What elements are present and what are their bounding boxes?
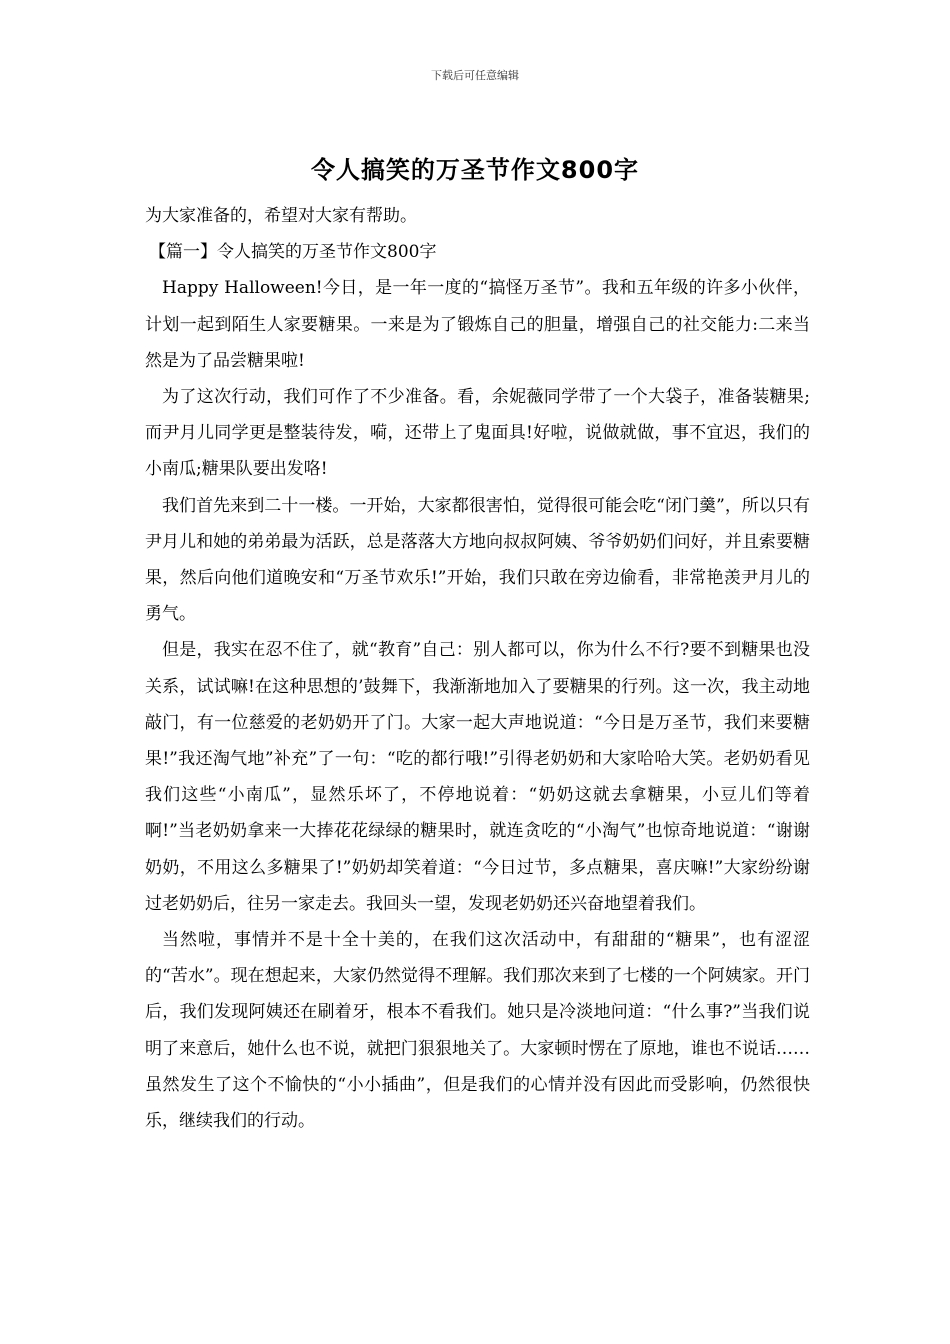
page-header-note: 下载后可任意编辑 [431,69,519,82]
document-body [145,198,810,1139]
intro-paragraph: 为大家准备的，希望对大家有帮助。 [145,206,417,226]
section-heading: 【篇一】令人搞笑的万圣节作文800字 [149,242,437,263]
body-paragraph: 但是，我实在忍不住了，就“教育”自己：别人都可以，你为什么不行?要不到糖果也没关系，试试嘛!在这种思想的’鼓舞下，我渐渐地加入了要糖果的行列。这一次，我主动地敲门，有一位慈爱的老奶奶开了门。大家一起大声地说道：“今日是万圣节，我们来要糖果!”我还淘气地”补充”了一句：“吃的都行哦!”引得老奶奶和大家哈哈大笑。老奶奶看见我们这些“小南瓜”，显然乐坏了，不停地说着：“奶奶这就去拿糖果，小豆儿们等着啊!”当老奶奶拿来一大捧花花绿绿的糖果时，就连贪吃的“小淘气”也惊奇地说道：“谢谢奶奶，不用这么多糖果了!”奶奶却笑着道：“今日过节，多点糖果，喜庆嘛!”大家纷纷谢过老奶奶后，往另一家走去。我回头一望，发现老奶奶还兴奋地望着我们。 [145,640,810,914]
document-title: 令人搞笑的万圣节作文800字 [310,156,640,184]
body-paragraph: 我们首先来到二十一楼。一开始，大家都很害怕，觉得很可能会吃“闭门羹”，所以只有尹月儿和她的弟弟最为活跃，总是落落大方地向叔叔阿姨、爷爷奶奶们问好，并且索要糖果，然后向他们道晚安和“万圣节欢乐!”开始，我们只敢在旁边偷看，非常艳羡尹月儿的勇气。 [145,495,810,625]
body-paragraph: Happy Halloween!今日，是一年一度的“搞怪万圣节”。我和五年级的许多小伙伴，计划一起到陌生人家要糖果。一来是为了锻炼自己的胆量，增强自己的社交能力:二来当然是为了品尝糖果啦! [145,278,810,371]
body-paragraph: 为了这次行动，我们可作了不少准备。看，余妮薇同学带了一个大袋子，准备装糖果;而尹月儿同学更是整装待发，嗬，还带上了鬼面具!好啦，说做就做，事不宜迟，我们的小南瓜;糖果队要出发咯! [145,387,810,480]
body-paragraph: 当然啦，事情并不是十全十美的，在我们这次活动中，有甜甜的“糖果”，也有涩涩的“苦水”。现在想起来，大家仍然觉得不理解。我们那次来到了七楼的一个阿姨家。开门后，我们发现阿姨还在刷着牙，根本不看我们。她只是冷淡地问道：“什么事?”当我们说明了来意后，她什么也不说，就把门狠狠地关了。大家顿时愣在了原地，谁也不说话……虽然发生了这个不愉快的“小小插曲”，但是我们的心情并没有因此而受影响，仍然很快乐，继续我们的行动。 [145,930,810,1132]
